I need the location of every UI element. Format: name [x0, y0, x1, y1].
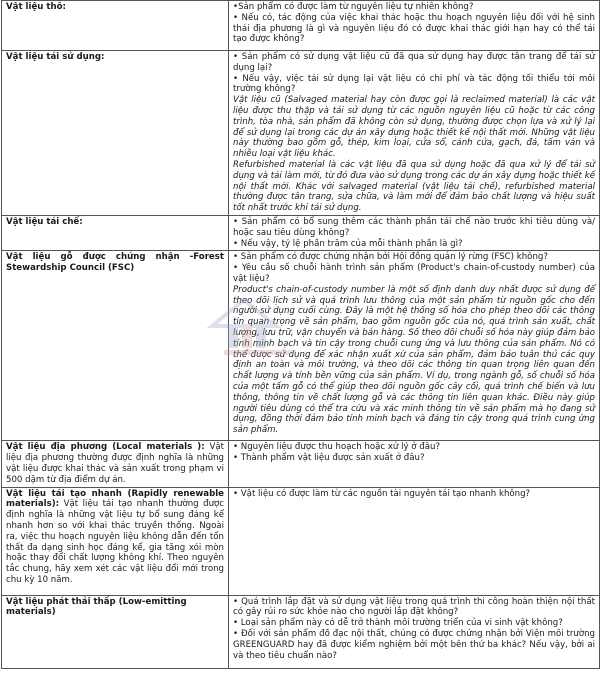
- row-label: [2, 251, 229, 441]
- row-label: [2, 441, 229, 487]
- row-label-description: Vật liệu tái tạo nhanh thường được định nghĩa là những vật liệu tự bổ sung đáng kể nhanh hơn so với khai thác truyền thống. Ngoài ra, việc thu hoạch nguyên liệu không dẫn đến tổn thất đa dạng sinh học đáng kể, gia tăng xói mòn hoặc thay đổi chất lượng không khí. Theo nguyên tắc chung, hãy xem xét các vật liệu đổi mới trong chu kỳ 10 năm.: [6, 499, 224, 585]
- row-label: [2, 51, 229, 216]
- question-bullet: • Sản phẩm có bổ sung thêm các thành phần tái chế nào trước khi tiêu dùng và/ hoặc sau tiêu dùng không?: [233, 216, 595, 238]
- table-row: [2, 441, 600, 487]
- question-bullet: • Đối với sản phẩm đồ đạc nội thất, chúng có được chứng nhận bởi Viện môi trường GREENGUARD hay đã được kiểm nghiệm bởi một bên thứ ba khác? Nếu vậy, bởi ai và theo tiêu chuẩn nào?: [233, 628, 595, 661]
- question-bullet: • Thành phẩm vật liệu được sản xuất ở đâu?: [233, 453, 425, 464]
- row-label-text: Vật liệu thô:: [6, 2, 66, 12]
- question-bullet: • Loại sản phẩm này có dễ trở thành môi trường triển của vi sinh vật không?: [233, 618, 563, 629]
- row-label-description: Vật liệu địa phương thường được định nghĩa là những vật liệu được khai thác và sản xuất trong phạm vi 500 dặm từ địa điểm dự án.: [6, 442, 224, 485]
- row-label-text: Vật liệu phát thải thấp (Low-emitting materials): [6, 596, 187, 618]
- question-bullet: • Yêu cầu số chuỗi hành trình sản phẩm (Product's chain-of-custody number) của vật liệu?: [233, 263, 595, 284]
- row-label-text: Vật liệu gỗ được chứng nhận -Forest Stewardship Council (FSC): [6, 252, 224, 274]
- row-label: [2, 1, 229, 51]
- table-row: [2, 215, 600, 250]
- row-content: [229, 251, 600, 441]
- row-label-text: Vật liệu tái tạo nhanh (Rapidly renewable materials):: [6, 488, 224, 510]
- question-bullet: • Vật liệu có được làm từ các nguồn tài nguyên tái tạo nhanh không?: [233, 488, 531, 499]
- table-row: [2, 51, 600, 216]
- row-content: [229, 1, 600, 51]
- table-row: [2, 487, 600, 595]
- question-bullet: • Nếu vậy, việc tái sử dụng lại vật liệu có chi phí và tác động tối thiểu tới môi trường không?: [233, 73, 595, 95]
- explanation-note: Refurbished material là các vật liệu đã qua sử dụng hoặc đã qua xử lý để tái sử dụng và tái làm mới, từ đó đưa vào sử dụng trong các dự án xây dựng hoặc thiết kế nội thất mới. Khác với salvaged material (vật liệu tái chế), refurbished material thường được tân trang, sửa chữa, và làm mới để đảm bảo chất lượng và hiệu suất tốt nhất trước khi tái sử dụng.: [233, 159, 595, 214]
- row-content: [229, 595, 600, 668]
- explanation-note: Product's chain-of-custody number là một số định danh duy nhất được sử dụng để theo dõi lịch sử và quá trình lưu thông của một sản phẩm từ nguồn gốc cho đến người sử dụng cuối cùng. Đây là một hệ thống số hóa cho phép theo dõi các thông tin quan trọng về sản phẩm, bao gồm nguồn gốc của nó, quá trình sản xuất, chất lượng, lưu trữ, vận chuyển và bán hàng. Số theo dõi chuỗi số hóa này giúp đảm bảo tính minh bạch và tin cậy trong chuỗi cung ứng và lưu thông của sản phẩm. Nó có thể được sử dụng để xác nhận xuất xứ của sản phẩm, đảm bảo tuân thủ các quy định an toàn và môi trường, và theo dõi các thông tin quan trọng liên quan đến chất lượng và tính bền vững của sản phẩm. Ví dụ, trong ngành gỗ, số chuỗi số hóa của một tấm gỗ có thể giúp theo dõi nguồn gốc cây cối, quá trình chế biến và lưu thông, thông tin về chất lượng gỗ và các thông tin liên quan khác. Điều này giúp người tiêu dùng có thể tra cứu và xác minh thông tin về sản phẩm mà họ đang sử dụng, đồng thời đảm bảo tính minh bạch và đáng tin cậy trong quá trình cung ứng sản phẩm.: [233, 284, 595, 436]
- question-bullet: • Nếu vậy, tỷ lệ phần trăm của mỗi thành phần là gì?: [233, 238, 463, 249]
- row-content: [229, 487, 600, 595]
- row-label: [2, 487, 229, 595]
- question-bullet: • Sản phẩm có sử dụng vật liệu cũ đã qua sử dụng hay được tân trang để tái sử dụng lại?: [233, 52, 595, 73]
- materials-table: [1, 0, 600, 669]
- question-bullet: • Sản phẩm có được chứng nhận bởi Hội đồng quản lý rừng (FSC) không?: [233, 252, 548, 263]
- row-label-text: Vật liệu tái chế:: [6, 216, 83, 227]
- row-content: [229, 51, 600, 216]
- row-label-text: Vật liệu tái sử dụng:: [6, 52, 105, 62]
- table-row: [2, 1, 600, 51]
- question-bullet: •Sản phẩm có được làm từ nguyên liệu tự nhiên không?: [233, 2, 474, 12]
- row-content: [229, 441, 600, 487]
- question-bullet: • Nguyên liệu được thu hoạch hoặc xử lý ở đâu?: [233, 442, 441, 453]
- row-label: [2, 595, 229, 668]
- table-row: [2, 595, 600, 668]
- question-bullet: • Quá trình lắp đặt và sử dụng vật liệu trong quá trình thi công hoàn thiện nội thất có gây rủi ro sức khỏe nào cho người lắp đặt không?: [233, 596, 595, 618]
- row-label-text: Vật liệu địa phương (Local materials ):: [6, 442, 205, 453]
- row-content: [229, 215, 600, 250]
- explanation-note: Vật liệu cũ (Salvaged material hay còn được gọi là reclaimed material) là các vật liệu được thu thập và tái sử dụng từ các nguồn nguyên liệu cũ hoặc từ các công trình, tòa nhà, sản phẩm đã không còn sử dụng, thường được chọn lựa và xử lý lại để sử dụng lại trong các dự án xây dựng hoặc thiết kế nội thất mới. Những vật liệu này thường bao gồm gỗ, thép, kim loại, cửa sổ, cánh cửa, gạch, đá, tấm ván và nhiều loại vật liệu khác.: [233, 95, 595, 160]
- table-row: [2, 251, 600, 441]
- row-label: [2, 215, 229, 250]
- question-bullet: • Nếu có, tác động của việc khai thác hoặc thu hoạch nguyên liệu đối với hệ sinh thái địa phương là gì và nguyên liệu đó có được khai thác giới hạn hay có thể tái tạo được không?: [233, 12, 595, 45]
